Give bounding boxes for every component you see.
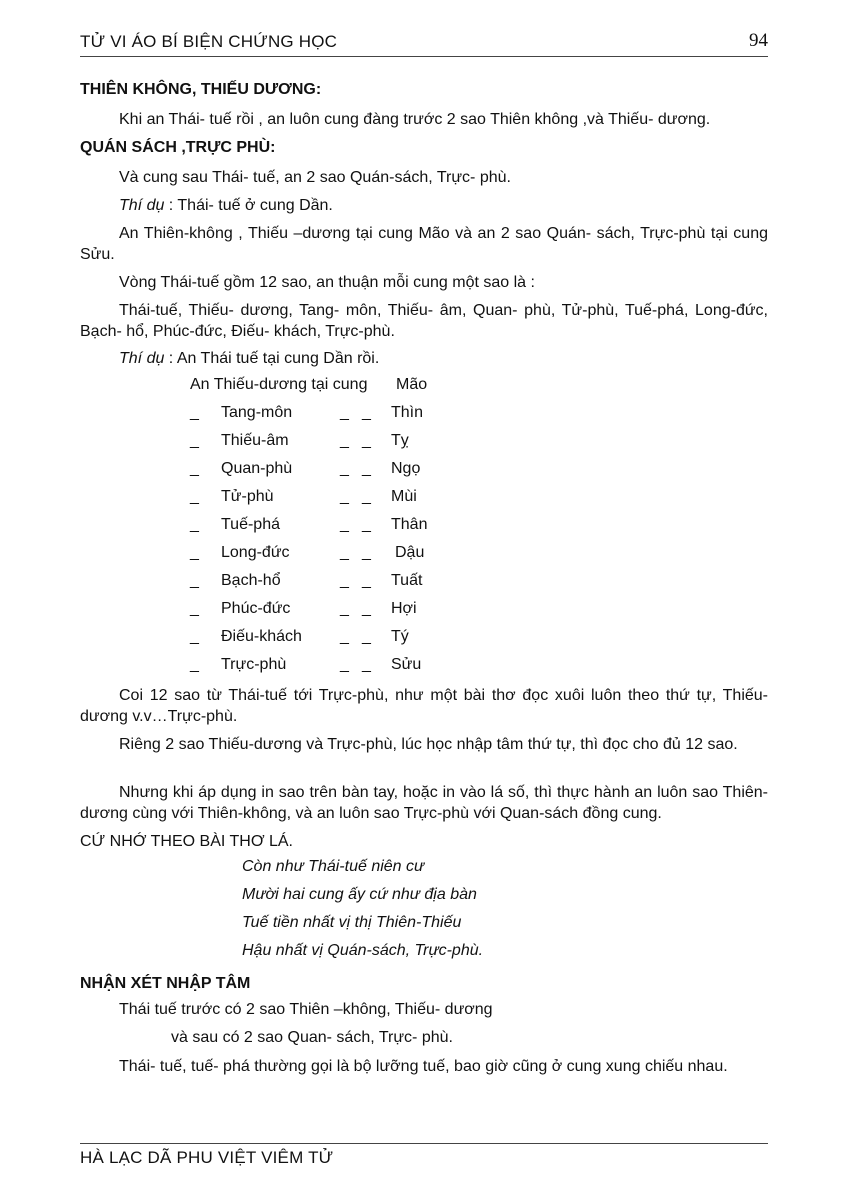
star-name: Quan-phù xyxy=(221,460,293,477)
heading-quan-sach: QUÁN SÁCH ,TRỰC PHÙ: xyxy=(80,139,276,156)
dash: _ xyxy=(340,488,349,505)
paragraph: Thái-tuế, Thiếu- dương, Tang- môn, Thiếu- âm, Quan- phù, Tử-phù, Tuế-phá, Long-đức, Bạch- hổ, Phúc-đức, Điếu- khách, Trực-phù. xyxy=(80,302,768,340)
dash: _ xyxy=(362,628,371,645)
palace-name: Mùi xyxy=(391,488,417,505)
paragraph: Thái- tuế, tuế- phá thường gọi là bộ lưỡng tuế, bao giờ cũng ở cung xung chiếu nhau. xyxy=(119,1058,728,1075)
star-name: Tử-phù xyxy=(221,488,274,505)
star-name: Bạch-hổ xyxy=(221,572,281,589)
page-header xyxy=(80,30,768,57)
dash: _ xyxy=(190,404,199,421)
poem-line: Tuế tiền nhất vị thị Thiên-Thiếu xyxy=(242,914,462,931)
heading-thien-khong: THIÊN KHÔNG, THIẾU DƯƠNG: xyxy=(80,81,322,98)
poem-intro: CỨ NHỚ THEO BÀI THƠ LÁ. xyxy=(80,833,293,850)
dash: _ xyxy=(340,432,349,449)
dash: _ xyxy=(340,656,349,673)
star-name: Tang-môn xyxy=(221,404,293,421)
dash: _ xyxy=(362,460,371,477)
palace-name: Hợi xyxy=(391,600,417,617)
example-text: : Thái- tuế ở cung Dần. xyxy=(164,197,333,214)
dash: _ xyxy=(190,432,199,449)
paragraph: Và cung sau Thái- tuế, an 2 sao Quán-sách, Trực- phù. xyxy=(119,169,511,186)
poem-line: Hậu nhất vị Quán-sách, Trực-phù. xyxy=(242,942,484,959)
dash: _ xyxy=(362,656,371,673)
paragraph: Khi an Thái- tuế rồi , an luôn cung đàng trước 2 sao Thiên không ,và Thiếu- dương. xyxy=(119,111,711,128)
palace-name: Tý xyxy=(391,628,409,645)
palace-name: Thân xyxy=(391,516,428,533)
dash: _ xyxy=(190,488,199,505)
palace-name: Tỵ xyxy=(391,432,409,449)
paragraph: và sau có 2 sao Quan- sách, Trực- phù. xyxy=(171,1029,453,1046)
dash: _ xyxy=(190,572,199,589)
dash: _ xyxy=(340,600,349,617)
page-number: 94 xyxy=(749,30,768,51)
dash: _ xyxy=(190,600,199,617)
example-paragraph xyxy=(80,348,768,369)
dash: _ xyxy=(340,460,349,477)
dash: _ xyxy=(190,516,199,533)
dash: _ xyxy=(190,460,199,477)
paragraph: Vòng Thái-tuế gồm 12 sao, an thuận mỗi cung một sao là : xyxy=(119,274,535,291)
palace-name: Dậu xyxy=(395,544,425,561)
palace-name: Thìn xyxy=(391,404,424,421)
star-name: Trực-phù xyxy=(221,656,287,673)
dash: _ xyxy=(362,572,371,589)
example-label: Thí dụ xyxy=(119,197,165,214)
paragraph: Nhưng khi áp dụng in sao trên bàn tay, hoặc in vào lá số, thì thực hành an luôn sao Thiên-dương cùng với Thiên-không, và an luôn sao Trực-phù với Quan-sách đồng cung. xyxy=(80,784,768,822)
dash: _ xyxy=(362,516,371,533)
star-name: Long-đức xyxy=(221,544,290,561)
dash: _ xyxy=(340,628,349,645)
example-paragraph xyxy=(80,195,768,216)
dash: _ xyxy=(362,544,371,561)
palace-name: Ngọ xyxy=(391,460,421,477)
dash: _ xyxy=(340,516,349,533)
dash: _ xyxy=(340,572,349,589)
dash: _ xyxy=(190,628,199,645)
page-footer xyxy=(80,1143,768,1167)
author-name: HÀ LẠC DÃ PHU VIỆT VIÊM TỬ xyxy=(80,1148,334,1167)
book-title: TỬ VI ÁO BÍ BIỆN CHỨNG HỌC xyxy=(80,32,338,51)
dash: _ xyxy=(340,404,349,421)
dash: _ xyxy=(362,432,371,449)
dash: _ xyxy=(190,656,199,673)
palace-name: Sửu xyxy=(391,656,422,673)
paragraph: Coi 12 sao từ Thái-tuế tới Trực-phù, như một bài thơ đọc xuôi luôn theo thứ tự, Thiếu- dương v.v…Trực-phù. xyxy=(80,687,768,725)
paragraph: Thái tuế trước có 2 sao Thiên –không, Thiếu- dương xyxy=(119,1001,493,1018)
dash: _ xyxy=(362,488,371,505)
star-name: Phúc-đức xyxy=(221,600,291,617)
paragraph: Riêng 2 sao Thiếu-dương và Trực-phù, lúc học nhập tâm thứ tự, thì đọc cho đủ 12 sao. xyxy=(119,736,738,753)
dash: _ xyxy=(362,600,371,617)
first-row-label: An Thiếu-dương tại cung xyxy=(190,376,368,393)
example-label: Thí dụ xyxy=(119,350,165,367)
poem-line: Mười hai cung ấy cứ như địa bàn xyxy=(242,886,477,903)
heading-nhan-xet: NHẬN XÉT NHẬP TÂM xyxy=(80,975,251,992)
star-name: Thiếu-âm xyxy=(221,432,289,449)
dash: _ xyxy=(190,544,199,561)
palace-name: Mão xyxy=(396,376,428,393)
poem-line: Còn như Thái-tuế niên cư xyxy=(242,858,425,875)
dash: _ xyxy=(340,544,349,561)
star-name: Tuế-phá xyxy=(221,516,280,533)
paragraph: An Thiên-không , Thiếu –dương tại cung Mão và an 2 sao Quán- sách, Trực-phù tại cung Sửu. xyxy=(80,225,768,263)
star-name: Điếu-khách xyxy=(221,628,302,645)
example-text: : An Thái tuế tại cung Dần rồi. xyxy=(164,350,380,367)
palace-name: Tuất xyxy=(391,572,423,589)
dash: _ xyxy=(362,404,371,421)
